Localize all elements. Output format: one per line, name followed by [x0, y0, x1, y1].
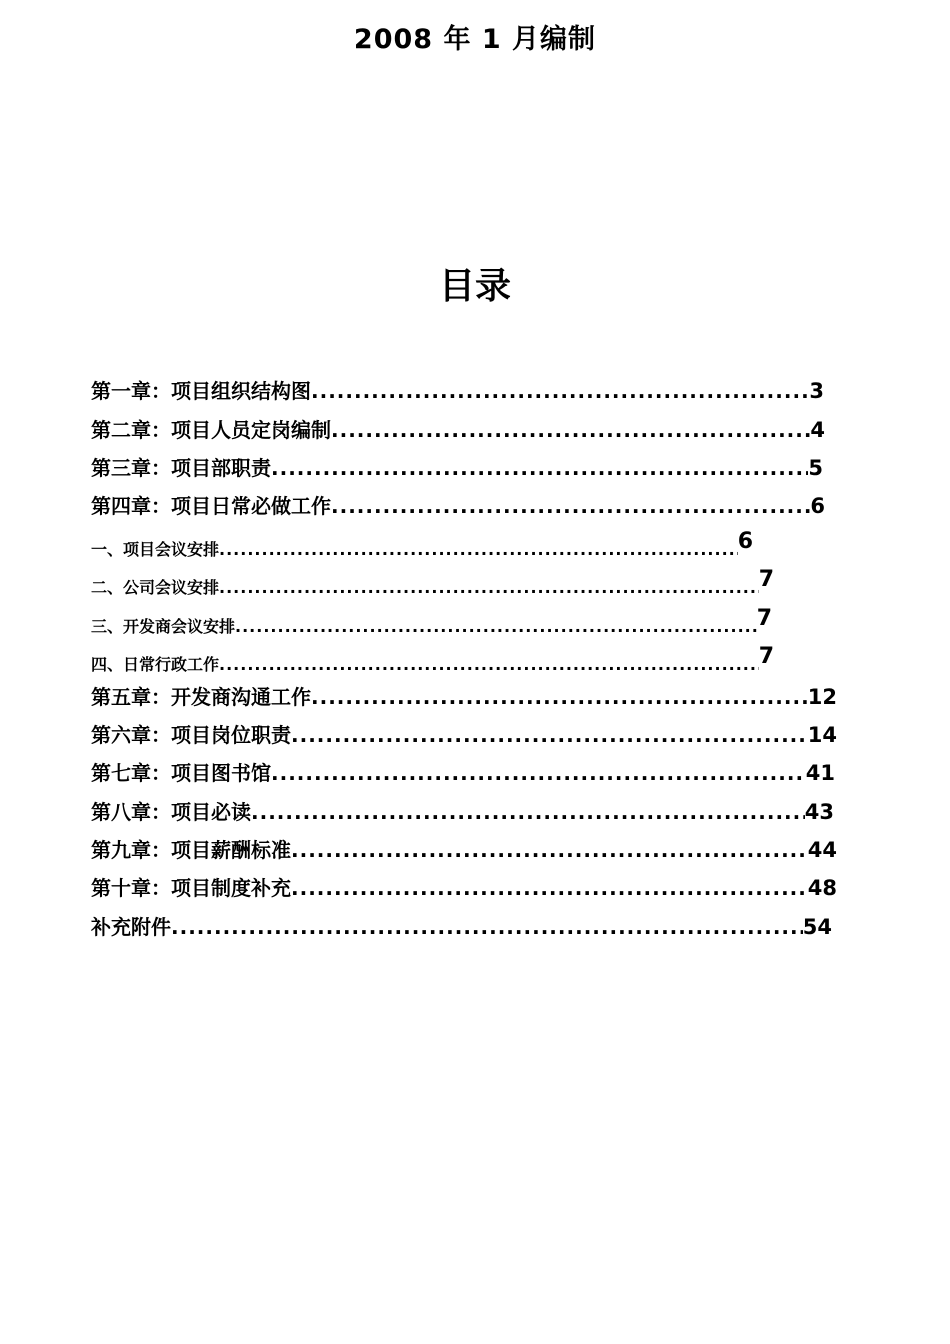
toc-entry-section-1[interactable] [91, 529, 753, 563]
toc-entry-label: 四、日常行政工作 [91, 655, 220, 674]
toc-entry-page: 7 [758, 644, 774, 669]
toc-entry-page: 7 [756, 606, 772, 631]
toc-entry-label: 第四章：项目日常必做工作 [91, 494, 331, 518]
toc-entry-chapter-8[interactable] [91, 798, 834, 826]
toc-entry-label: 第九章：项目薪酬标准 [91, 838, 291, 862]
toc-entry-page: 41 [805, 761, 835, 785]
toc-entry-page: 6 [810, 494, 825, 518]
dot-leader [311, 683, 808, 711]
toc-entry-label: 三、开发商会议安排 [91, 617, 236, 636]
dot-leader [291, 874, 808, 902]
dot-leader [331, 492, 810, 520]
toc-entry-page: 7 [758, 567, 774, 592]
toc-title: 目录 [438, 266, 511, 307]
toc-entry-label: 第十章：项目制度补充 [91, 876, 291, 900]
dot-leader [235, 614, 757, 640]
dot-leader [291, 721, 808, 749]
dot-leader [291, 836, 808, 864]
dot-leader [171, 913, 803, 941]
toc-entry-label: 第一章：项目组织结构图 [91, 379, 311, 403]
toc-entry-label: 第五章：开发商沟通工作 [91, 685, 311, 709]
toc-entry-page: 12 [807, 685, 837, 709]
toc-entry-section-3[interactable] [91, 606, 772, 640]
toc-entry-chapter-9[interactable] [91, 836, 837, 864]
dot-leader [311, 377, 809, 405]
toc-entry-label: 第六章：项目岗位职责 [91, 723, 291, 747]
toc-entry-appendix[interactable] [91, 913, 832, 941]
toc-entry-chapter-1[interactable] [91, 377, 824, 405]
dot-leader [219, 537, 738, 563]
toc-entry-label: 第七章：项目图书馆 [91, 761, 271, 785]
toc-entry-page: 5 [808, 456, 823, 480]
toc-entry-page: 6 [737, 529, 753, 554]
toc-entry-label: 一、项目会议安排 [91, 540, 220, 559]
toc-entry-label: 补充附件 [91, 915, 171, 939]
toc-entry-chapter-6[interactable] [91, 721, 837, 749]
dot-leader [219, 575, 759, 601]
toc-entry-chapter-4[interactable] [91, 492, 825, 520]
toc-entry-page: 54 [802, 915, 832, 939]
dot-leader [219, 652, 759, 678]
dot-leader [271, 759, 806, 787]
toc-entry-chapter-10[interactable] [91, 874, 837, 902]
toc-entry-chapter-7[interactable] [91, 759, 835, 787]
toc-entry-label: 二、公司会议安排 [91, 578, 220, 597]
dot-leader [251, 798, 805, 826]
toc-entry-chapter-3[interactable] [91, 454, 823, 482]
toc-entry-label: 第二章：项目人员定岗编制 [91, 418, 331, 442]
toc-entry-page: 14 [807, 723, 837, 747]
toc-entry-label: 第八章：项目必读 [91, 800, 251, 824]
toc-entry-chapter-2[interactable] [91, 416, 825, 444]
toc-entry-chapter-5[interactable] [91, 683, 837, 711]
toc-entry-section-4[interactable] [91, 644, 774, 678]
dot-leader [271, 454, 808, 482]
dot-leader [331, 416, 810, 444]
toc-entry-label: 第三章：项目部职责 [91, 456, 271, 480]
toc-entry-page: 43 [804, 800, 834, 824]
toc-entry-page: 44 [807, 838, 837, 862]
toc-entry-page: 3 [809, 379, 824, 403]
compile-date: 2008 年 1 月编制 [353, 24, 597, 55]
toc-entry-page: 48 [807, 876, 837, 900]
toc-entry-section-2[interactable] [91, 567, 774, 601]
toc-entry-page: 4 [810, 418, 825, 442]
